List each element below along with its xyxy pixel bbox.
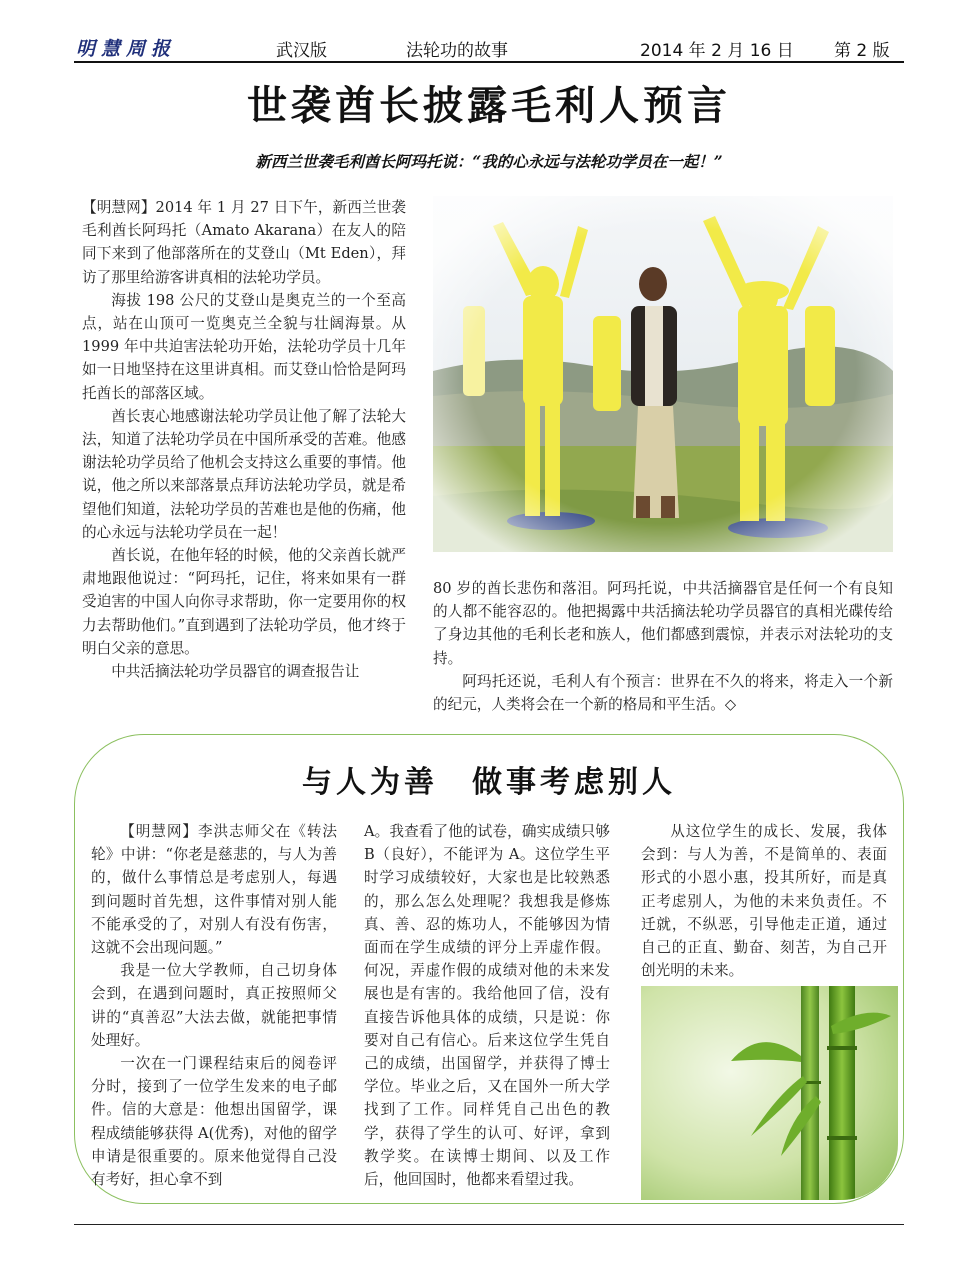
article1-paragraph: 酋长说，在他年轻的时候，他的父亲酋长就严肃地跟他说过：“阿玛托，记住，将来如果有一群受迫害的中国人向你寻求帮助，你一定要用你的权力去帮助他们。”直到遇到了法轮功学员，他才终于明白父亲的意思。 [82,547,406,657]
article1-left-column [82,196,406,683]
article2-column-1 [91,820,337,1191]
article1-paragraph: 中共活摘法轮功学员器官的调查报告让 [111,663,360,681]
article1-paragraph: 阿玛托还说，毛利人有个预言：世界在不久的将来，将走入一个新的纪元，人类将会在一个新的格局和平生活。◇ [433,672,893,714]
masthead [74,32,904,62]
article1-paragraph: 酋长衷心地感谢法轮功学员让他了解了法轮大法，知道了法轮功学员在中国所承受的苦难。他感谢法轮功学员给了他机会支持这么重要的事情。他说，他之所以来部落景点拜访法轮功学员，就是希望他们知道，法轮功学员的苦难也是他的伤痛，他的心永远与法轮功学员在一起！ [82,407,406,541]
article2-paragraph: 从这位学生的成长、发展，我体会到：与人为善，不是简单的、表面形式的小恩小惠，投其所好，而是真正考虑别人，为他的未来负责任。不迁就，不纵恶，引导他走正道，通过自己的正直、勤奋、刻苦，为自己开创光明的未来。 [641,823,887,980]
bamboo-image [641,986,898,1200]
article2-paragraph: 一次在一门课程结束后的阅卷评分时，接到了一位学生发来的电子邮件。信的大意是：他想出国留学，课程成绩能够获得 A(优秀)，对他的留学申请是很重要的。原来他觉得自己没有考好，担心拿不到 [91,1055,337,1189]
article2-title: 与人为善 做事考虑别人 [302,765,676,800]
article2-column-2 [364,820,610,1191]
edition-label: 武汉版 [276,41,327,61]
issue-date: 2014 年 2 月 16 日 [640,41,794,61]
section-label: 法轮功的故事 [406,41,508,61]
chief-group-photo [433,196,893,552]
article1-paragraph: 海拔 198 公尺的艾登山是奥克兰的一个至高点，站在山顶可一览奥克兰全貌与壮阔海景。从 1999 年中共迫害法轮功开始，法轮功学员十几年如一日地坚持在这里讲真相。而艾登山恰恰是阿玛托酋长的部落区域。 [82,291,406,402]
article1-paragraph: 【明慧网】2014 年 1 月 27 日下午，新西兰世袭毛利酋长阿玛托（Amato Akarana）在友人的陪同下来到了他部落所在的艾登山（Mt Eden），拜访了那里给游客讲真相的法轮功学员。 [82,199,406,286]
header-rule [74,61,904,63]
article1-subtitle: 新西兰世袭毛利酋长阿玛托说：“我的心永远与法轮功学员在一起！” [255,152,723,171]
article1-title: 世袭酋长披露毛利人预言 [247,83,731,129]
article2-paragraph: 我是一位大学教师，自己切身体会到，在遇到问题时，真正按照师父讲的“真善忍”大法去做，就能把事情处理好。 [91,962,337,1049]
page-number: 第 2 版 [834,41,890,61]
article2-paragraph: 【明慧网】李洪志师父在《转法轮》中讲：“你老是慈悲的，与人为善的，做什么事情总是考虑别人，每遇到问题时首先想，这件事情对别人能不能承受的了，对别人有没有伤害，这就不会出现问题。” [91,823,337,957]
article1-paragraph: 80 岁的酋长悲伤和落泪。阿玛托说，中共活摘器官是任何一个有良知的人都不能容忍的。他把揭露中共活摘法轮功学员器官的真相光碟传给了身边其他的毛利长老和族人，他们都感到震惊，并表示对法轮功的支持。 [433,580,893,667]
footer-rule [74,1224,904,1225]
article1-right-column [433,577,893,716]
article2-column-3 [641,820,887,982]
article2-paragraph: A。我查看了他的试卷，确实成绩只够 B（良好），不能评为 A。这位学生平时学习成绩较好，大家也是比较熟悉的，那么怎么处理呢？我想我是修炼真、善、忍的炼功人，不能够因为情面而在学生成绩的评分上弄虚作假。何况，弄虚作假的成绩对他的未来发展也是有害的。我给他回了信，没有直接告诉他具体的成绩，只是说：你要对自己有信心。后来这位学生凭自己的成绩，出国留学，并获得了博士学位。毕业之后，又在国外一所大学找到了工作。同样凭自己出色的教学，获得了学生的认可、好评，拿到教学奖。在读博士期间、以及工作后，他回国时，他都来看望过我。 [364,823,610,1189]
paper-name: 明慧周报 [76,38,177,60]
